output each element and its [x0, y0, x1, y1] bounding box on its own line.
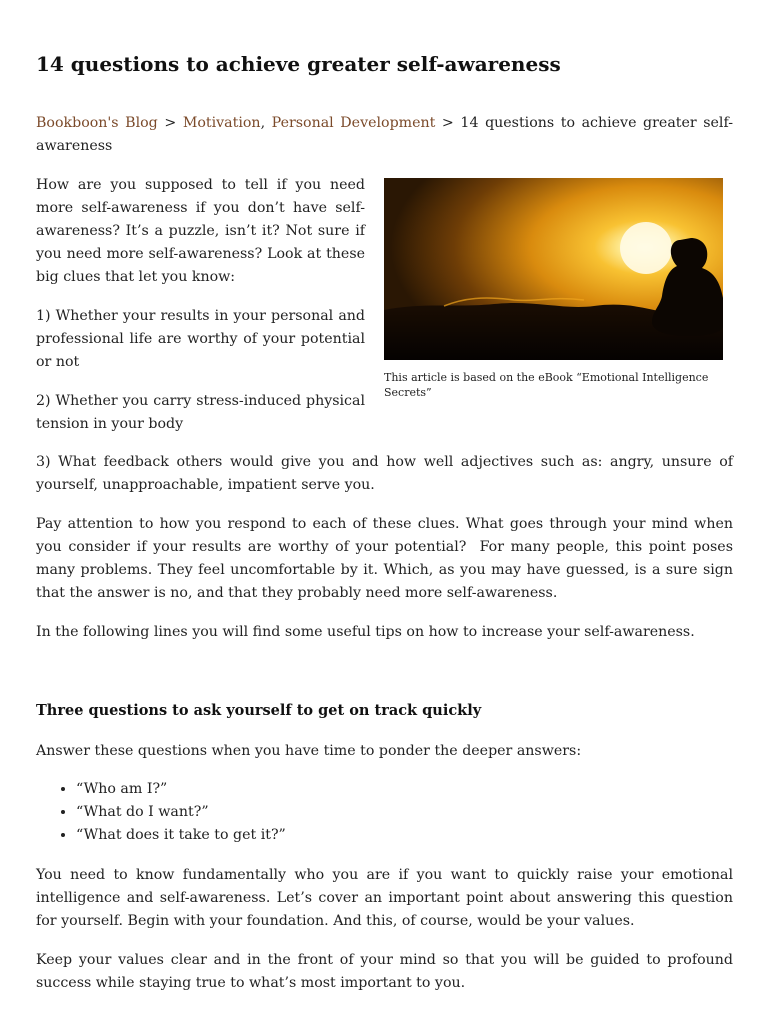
- section-heading: Three questions to ask yourself to get on track quickly: [36, 702, 482, 719]
- body-paragraph: You need to know fundamentally who you are if you want to quickly raise your emotional intelligence and self-awareness. Let’s cover an important point about answering this question for yourself. Begin with your foundation. And this, of course, would be your values.: [36, 867, 733, 929]
- section-lead: Answer these questions when you have time to ponder the deeper answers:: [36, 743, 582, 759]
- intro-paragraph: How are you supposed to tell if you need more self-awareness if you don’t have self-awareness? It’s a puzzle, isn’t it? Not sure if you need more self-awareness? Look at these big clues that let you know:: [36, 177, 365, 285]
- breadcrumb-category-motivation-link[interactable]: Motivation: [182, 115, 261, 131]
- breadcrumb-category-personal-development-link[interactable]: Personal Development: [271, 115, 436, 131]
- sunset-meditation-photo: [384, 178, 723, 360]
- breadcrumb-home-link[interactable]: Bookboon's Blog: [36, 115, 158, 131]
- breadcrumb-comma: ,: [260, 115, 272, 131]
- article-figure: [384, 178, 724, 400]
- article-title: 14 questions to achieve greater self-awareness: [36, 52, 561, 76]
- breadcrumb-separator: >: [157, 115, 183, 131]
- breadcrumb: [36, 112, 733, 158]
- figure-caption: This article is based on the eBook “Emotional Intelligence Secrets”: [384, 371, 709, 399]
- list-item: • “What does it take to get it?”: [76, 824, 768, 847]
- clue-2: 2) Whether you carry stress-induced physical tension in your body: [36, 393, 365, 432]
- body-paragraph: In the following lines you will find some useful tips on how to increase your self-awareness.: [36, 624, 695, 640]
- list-item: • “Who am I?”: [76, 778, 768, 801]
- list-item: • “What do I want?”: [76, 801, 768, 824]
- body-paragraph: Keep your values clear and in the front of your mind so that you will be guided to profound success while staying true to what’s most important to you.: [36, 952, 733, 991]
- clue-3: 3) What feedback others would give you and how well adjectives such as: angry, unsure of yourself, unapproachable, impatient serve you.: [36, 454, 733, 493]
- clue-1: 1) Whether your results in your personal and professional life are worthy of your potential or not: [36, 308, 365, 370]
- breadcrumb-current: 14 questions to achieve greater self-awareness: [36, 115, 733, 154]
- breadcrumb-separator: >: [435, 115, 461, 131]
- intro-column: [36, 174, 365, 452]
- body-paragraph: Pay attention to how you respond to each of these clues. What goes through your mind when you consider if your results are worthy of your potential? For many people, this point poses many problems. They feel uncomfortable by it. Which, as you may have guessed, is a sure sign that the answer is no, and that they probably need more self-awareness.: [36, 516, 733, 601]
- question-list: [36, 778, 768, 847]
